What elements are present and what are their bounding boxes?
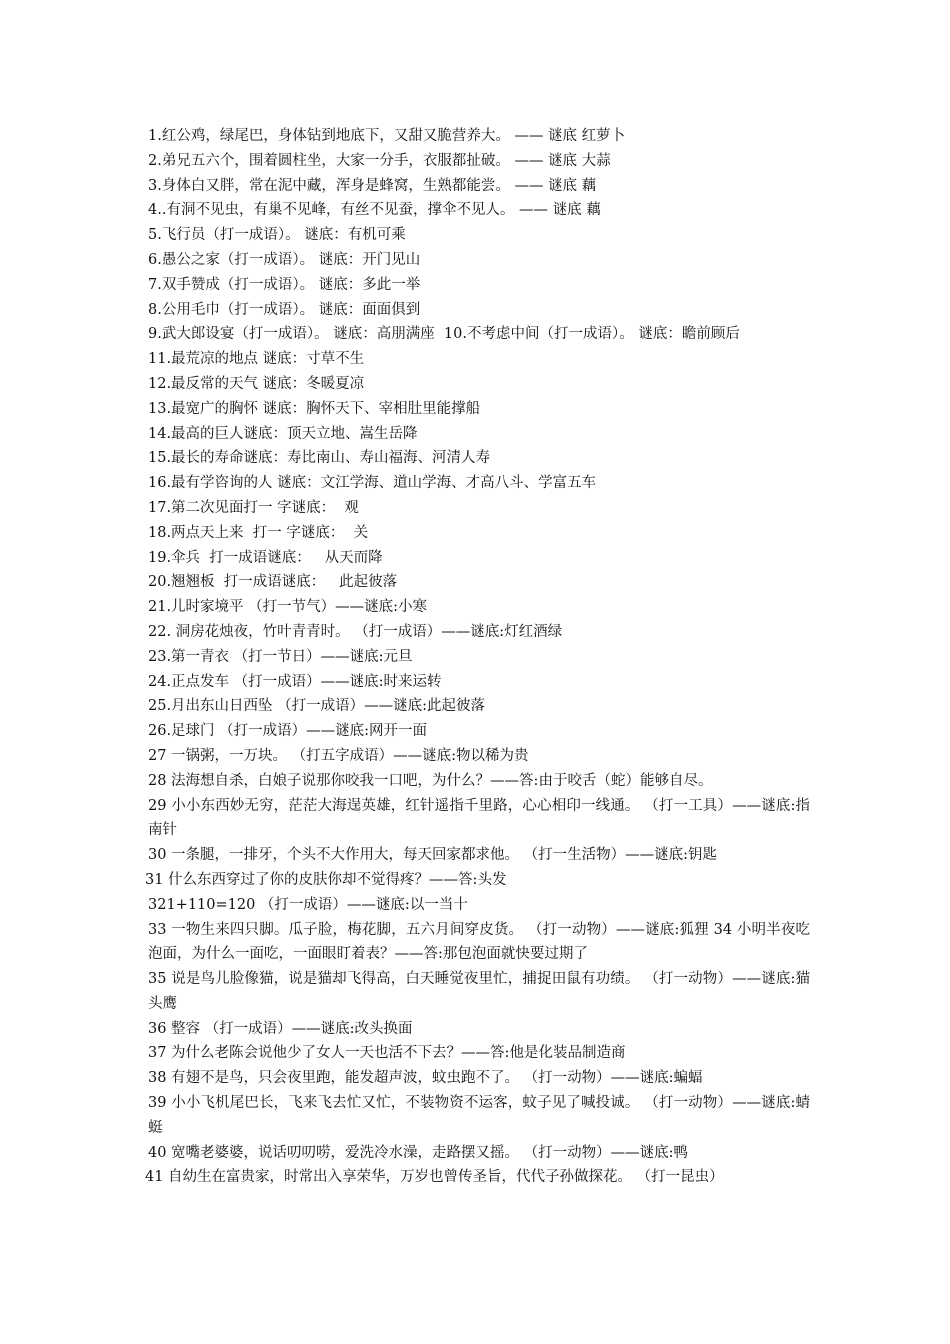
riddle-line: 9.武大郎设宴（打一成语）。 谜底：高朋满座 10.不考虑中间（打一成语）。 谜底：瞻前顾后 xyxy=(148,326,740,343)
riddle-line: 7.双手赞成（打一成语）。 谜底：多此一举 xyxy=(148,276,421,293)
riddle-line: 24.正点发车 （打一成语）——谜底:时来运转 xyxy=(148,673,442,690)
riddle-line: 28 法海想自杀，白娘子说那你咬我一口吧，为什么？——答:由于咬舌（蛇）能够自尽。 xyxy=(148,772,713,789)
riddle-line: 6.愚公之家（打一成语）。 谜底：开门见山 xyxy=(148,251,421,268)
riddle-line: 17.第二次见面打一 字谜底： 观 xyxy=(148,499,359,516)
riddle-line: 11.最荒凉的地点 谜底：寸草不生 xyxy=(148,351,365,368)
riddle-line: 26.足球门 （打一成语）——谜底:网开一面 xyxy=(148,723,428,740)
riddle-line: 33 一物生来四只脚。瓜子脸，梅花脚，五六月间穿皮货。 （打一动物）——谜底:狐狸 34 小明半夜吃泡面，为什么一面吃，一面眼盯着表？——答:那包泡面就快要过期了 xyxy=(148,921,810,963)
riddle-line: 36 整容 （打一成语）——谜底:改头换面 xyxy=(148,1020,413,1037)
riddle-line: 35 说是鸟儿脸像猫，说是猫却飞得高，白天睡觉夜里忙，捕捉田鼠有功绩。 （打一动物）——谜底:猫头鹰 xyxy=(148,971,810,1012)
riddle-line: 20.翘翘板 打一成语谜底： 此起彼落 xyxy=(148,574,398,591)
riddle-line: 4..有洞不见虫，有巢不见峰，有丝不见蚕，撑伞不见人。 —— 谜底 藕 xyxy=(148,202,601,219)
document-page xyxy=(145,124,810,1190)
riddle-line: 8.公用毛巾（打一成语）。 谜底：面面俱到 xyxy=(148,301,421,318)
riddle-line: 15.最长的寿命谜底：寿比南山、寿山福海、河清人寿 xyxy=(148,450,491,467)
riddle-line: 14.最高的巨人谜底：顶天立地、嵩生岳降 xyxy=(148,425,418,442)
riddle-line: 19.伞兵 打一成语谜底： 从天而降 xyxy=(148,549,383,566)
riddle-line: 13.最宽广的胸怀 谜底：胸怀天下、宰相肚里能撑船 xyxy=(148,400,481,417)
riddle-line: 21.儿时家境平 （打一节气）——谜底:小寒 xyxy=(148,599,428,616)
riddle-line: 18.两点天上来 打一 字谜底： 关 xyxy=(148,524,369,541)
riddle-line: 37 为什么老陈会说他少了女人一天也活不下去？——答:他是化装品制造商 xyxy=(148,1045,626,1062)
riddle-line: 31 什么东西穿过了你的皮肤你却不觉得疼？——答:头发 xyxy=(145,871,507,888)
riddle-line: 22. 洞房花烛夜，竹叶青青时。 （打一成语）——谜底:灯红酒绿 xyxy=(148,623,563,640)
riddle-line: 16.最有学咨询的人 谜底：文江学海、道山学海、才高八斗、学富五车 xyxy=(148,475,597,492)
riddle-line: 38 有翅不是鸟，只会夜里跑，能发超声波，蚊虫跑不了。 （打一动物）——谜底:蝙蝠 xyxy=(148,1070,703,1087)
riddle-line: 29 小小东西妙无穷，茫茫大海逞英雄，红针遥指千里路，心心相印一线通。 （打一工具）——谜底:指南针 xyxy=(148,797,810,839)
riddle-line: 41 自幼生在富贵家，时常出入享荣华，万岁也曾传圣旨，代代子孙做探花。 （打一昆虫） xyxy=(145,1169,724,1186)
riddle-line: 25.月出东山日西坠 （打一成语）——谜底:此起彼落 xyxy=(148,698,486,715)
riddle-line: 40 宽嘴老婆婆，说话叨叨唠，爱洗冷水澡，走路摆又摇。 （打一动物）——谜底:鸭 xyxy=(148,1144,689,1161)
riddle-line: 321+110=120 （打一成语）——谜底:以一当十 xyxy=(148,896,468,913)
riddle-line: 3.身体白又胖，常在泥中藏，浑身是蜂窝，生熟都能尝。 —— 谜底 藕 xyxy=(148,177,597,194)
riddle-line: 5.飞行员（打一成语）。 谜底：有机可乘 xyxy=(148,227,406,244)
riddle-line: 23.第一青衣 （打一节日）——谜底:元旦 xyxy=(148,648,413,665)
riddle-line: 12.最反常的天气 谜底：冬暖夏凉 xyxy=(148,375,365,392)
riddle-line: 1.红公鸡，绿尾巴，身体钻到地底下，又甜又脆营养大。 —— 谜底 红萝卜 xyxy=(148,128,626,144)
riddle-line: 30 一条腿，一排牙，个头不大作用大，每天回家都求他。 （打一生活物）——谜底:钥匙 xyxy=(148,847,718,864)
riddle-line: 27 一锅粥，一万块。 （打五字成语）——谜底:物以稀为贵 xyxy=(148,747,529,764)
riddle-line: 2.弟兄五六个，围着圆柱坐，大家一分手，衣服都扯破。 —— 谜底 大蒜 xyxy=(148,152,611,169)
riddle-line: 39 小小飞机尾巴长，飞来飞去忙又忙，不装物资不运客，蚊子见了喊投诚。 （打一动物）——谜底:蜻蜓 xyxy=(148,1095,810,1136)
